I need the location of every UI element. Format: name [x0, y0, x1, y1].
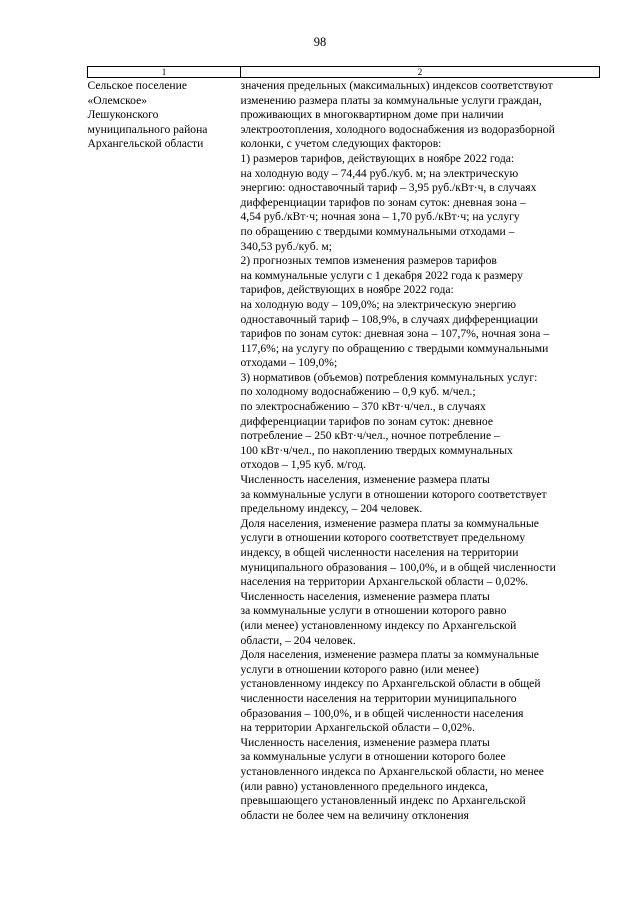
text-line: Численность населения, изменение размера платы	[240, 735, 490, 749]
text-line: области не более чем на величину отклонения	[240, 808, 469, 822]
text-line: индексу, в общей численности населения на территории	[240, 546, 519, 559]
text-line: Доля населения, изменение размера платы за коммунальные	[240, 516, 539, 530]
text-line: 2) прогнозных темпов изменения размеров тарифов	[240, 254, 497, 268]
text-line: на территории Архангельской области – 0,02%.	[240, 721, 475, 735]
description-cell	[241, 78, 600, 824]
text-line: дифференциации тарифов по зонам суток: дневная зона –	[240, 195, 526, 209]
column-header-1: 1	[88, 67, 241, 78]
municipality-name	[88, 79, 241, 152]
text-line: 100 кВт·ч/чел., по накоплению твердых коммунальных	[240, 443, 513, 457]
text-line: Доля населения, изменение размера платы за коммунальные	[240, 648, 539, 662]
text-line: отходов – 1,95 куб. м/год.	[240, 458, 367, 472]
text-line: установленного индекса по Архангельской области, но менее	[240, 764, 544, 778]
text-line: «Олемское»	[87, 93, 148, 107]
text-line: Численность населения, изменение размера платы	[240, 589, 490, 603]
text-line: численности населения на территории муниципального	[240, 691, 517, 705]
text-line: Численность населения, изменение размера платы	[240, 473, 490, 487]
text-line: за коммунальные услуги в отношении которого равно	[240, 604, 507, 618]
text-line: области, – 204 человек.	[240, 633, 356, 647]
text-line: колонки, с учетом следующих факторов:	[240, 137, 442, 151]
text-line: за коммунальные услуги в отношении которого соответствует	[240, 487, 547, 501]
text-line: по обращению с твердыми коммунальными отходами –	[240, 224, 515, 238]
text-line: тарифов, действующих в ноябре 2022 года:	[240, 283, 454, 297]
page-number: 98	[313, 35, 327, 49]
text-line: на коммунальные услуги с 1 декабря 2022 года к размеру	[240, 268, 523, 282]
text-line: Архангельской области	[87, 137, 204, 151]
document-table	[87, 66, 600, 823]
text-line: на холодную воду – 74,44 руб./куб. м; на электрическую	[240, 166, 519, 180]
text-line: (или равно) установленного предельного индекса,	[240, 779, 488, 793]
text-line: значения предельных (максимальных) индексов соответствуют	[240, 79, 553, 92]
text-line: проживающих в многоквартирном доме при наличии	[240, 108, 504, 122]
text-line: по холодному водоснабжению – 0,9 куб. м/чел.;	[240, 385, 476, 399]
text-line: услуги в отношении которого равно (или менее)	[240, 662, 479, 676]
table-row	[88, 78, 600, 824]
text-line: 117,6%; на услугу по обращению с твердыми коммунальными	[240, 341, 549, 355]
text-line: дифференциации тарифов по зонам суток: дневное	[240, 414, 494, 428]
text-line: услуги в отношении которого соответствует предельному	[240, 531, 526, 545]
text-line: населения на территории Архангельской области – 0,02%.	[240, 575, 529, 589]
index-description	[241, 79, 600, 823]
text-line: предельному индексу, – 204 человек.	[240, 502, 423, 516]
text-line: одноставочный тариф – 108,9%, в случаях дифференциации	[240, 312, 539, 326]
text-line: изменению размера платы за коммунальные услуги граждан,	[240, 93, 542, 107]
text-line: отходами – 109,0%;	[240, 356, 338, 370]
text-line: Лешуконского	[87, 108, 159, 122]
text-line: 1) размеров тарифов, действующих в ноябре 2022 года:	[240, 151, 515, 165]
text-line: 3) нормативов (объемов) потребления коммунальных услуг:	[240, 370, 538, 384]
municipality-cell	[88, 78, 241, 824]
text-line: на холодную воду – 109,0%; на электрическую энергию	[240, 297, 517, 311]
text-line: тарифов по зонам суток: дневная зона – 107,7%, ночная зона –	[240, 327, 550, 341]
text-line: муниципального образования – 100,0%, и в общей численности	[240, 560, 556, 574]
text-line: муниципального района	[87, 122, 208, 136]
text-line: превышающего установленный индекс по Архангельской	[240, 794, 526, 808]
text-line: образования – 100,0%, и в общей численности населения	[240, 706, 524, 720]
column-header-2: 2	[241, 67, 600, 78]
text-line: (или менее) установленному индексу по Архангельской	[240, 618, 517, 632]
table-header-row	[88, 67, 600, 78]
text-line: 340,53 руб./куб. м;	[240, 239, 332, 253]
text-line: Сельское поселение	[87, 79, 187, 92]
text-line: по электроснабжению – 370 кВт·ч/чел., в случаях	[240, 400, 486, 414]
text-line: за коммунальные услуги в отношении которого более	[240, 750, 506, 764]
text-line: электроотопления, холодного водоснабжения из водоразборной	[240, 122, 555, 136]
text-line: потребление – 250 кВт·ч/чел., ночное потребление –	[240, 429, 500, 443]
text-line: 4,54 руб./кВт·ч; ночная зона – 1,70 руб./кВт·ч; на услугу	[240, 210, 520, 224]
text-line: энергию: одноставочный тариф – 3,95 руб./кВт·ч, в случаях	[240, 181, 537, 195]
text-line: установленному индексу по Архангельской области в общей	[240, 677, 541, 691]
